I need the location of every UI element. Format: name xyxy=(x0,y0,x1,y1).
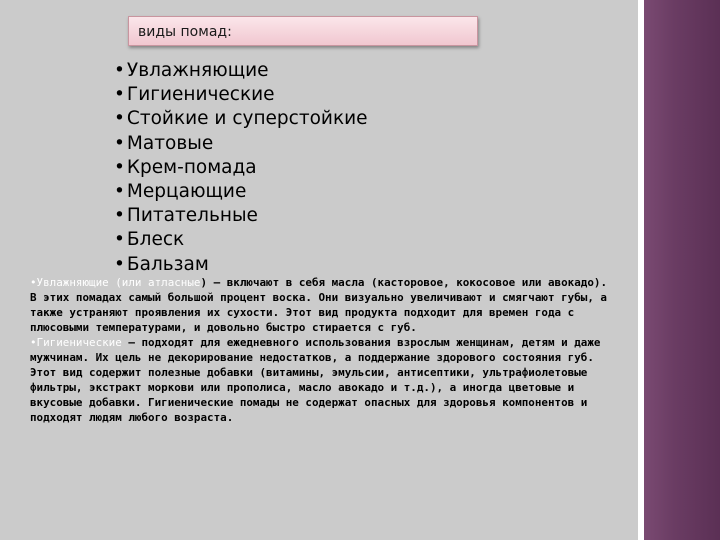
lipstick-types-list xyxy=(114,59,368,277)
list-item: • Бальзам xyxy=(114,253,368,277)
hygienic-paragraph xyxy=(30,335,620,425)
slide-title: виды помад: xyxy=(138,24,232,40)
hygienic-description: — подходят для ежедневного использования взрослым женщинам, детям и даже мужчинам. Их цель не декорирование недостатков, а поддержание здорового состояния губ. Этот вид содержит полезные добавки (витамины, эмульсии, антисептики, ультрафиолетовые фильтры, экстракт моркови или прополиса, масло авокадо и т.д.), а иногда цветовые и вкусовые добавки. Гигиенические помады не содержат опасных для здоровья компонентов и подходят людям любого возраста. xyxy=(30,336,601,424)
list-item: • Крем-помада xyxy=(114,156,368,180)
moisturizing-paragraph xyxy=(30,275,620,335)
list-item: • Блеск xyxy=(114,228,368,252)
list-item: • Питательные xyxy=(114,204,368,228)
description-text xyxy=(30,275,620,425)
hygienic-highlight: •Гигиенические xyxy=(30,336,122,349)
moisturizing-highlight: •Увлажняющие (или атласные xyxy=(30,276,201,289)
title-box xyxy=(128,16,478,46)
decorative-sidebar xyxy=(644,0,720,540)
list-item: • Гигиенические xyxy=(114,83,368,107)
moisturizing-description: ) — включают в себя масла (касторовое, кокосовое или авокадо). В этих помадах самый большой процент воска. Они визуально увеличивают и смягчают губы, а также устраняют проявления их сухости. Этот вид продукта подходит для времен года с плюсовыми температурами, и довольно быстро стирается с губ. xyxy=(30,276,608,334)
list-item: • Стойкие и суперстойкие xyxy=(114,107,368,131)
list-item: • Матовые xyxy=(114,132,368,156)
list-item: • Мерцающие xyxy=(114,180,368,204)
list-item: • Увлажняющие xyxy=(114,59,368,83)
sidebar-divider xyxy=(638,0,644,540)
